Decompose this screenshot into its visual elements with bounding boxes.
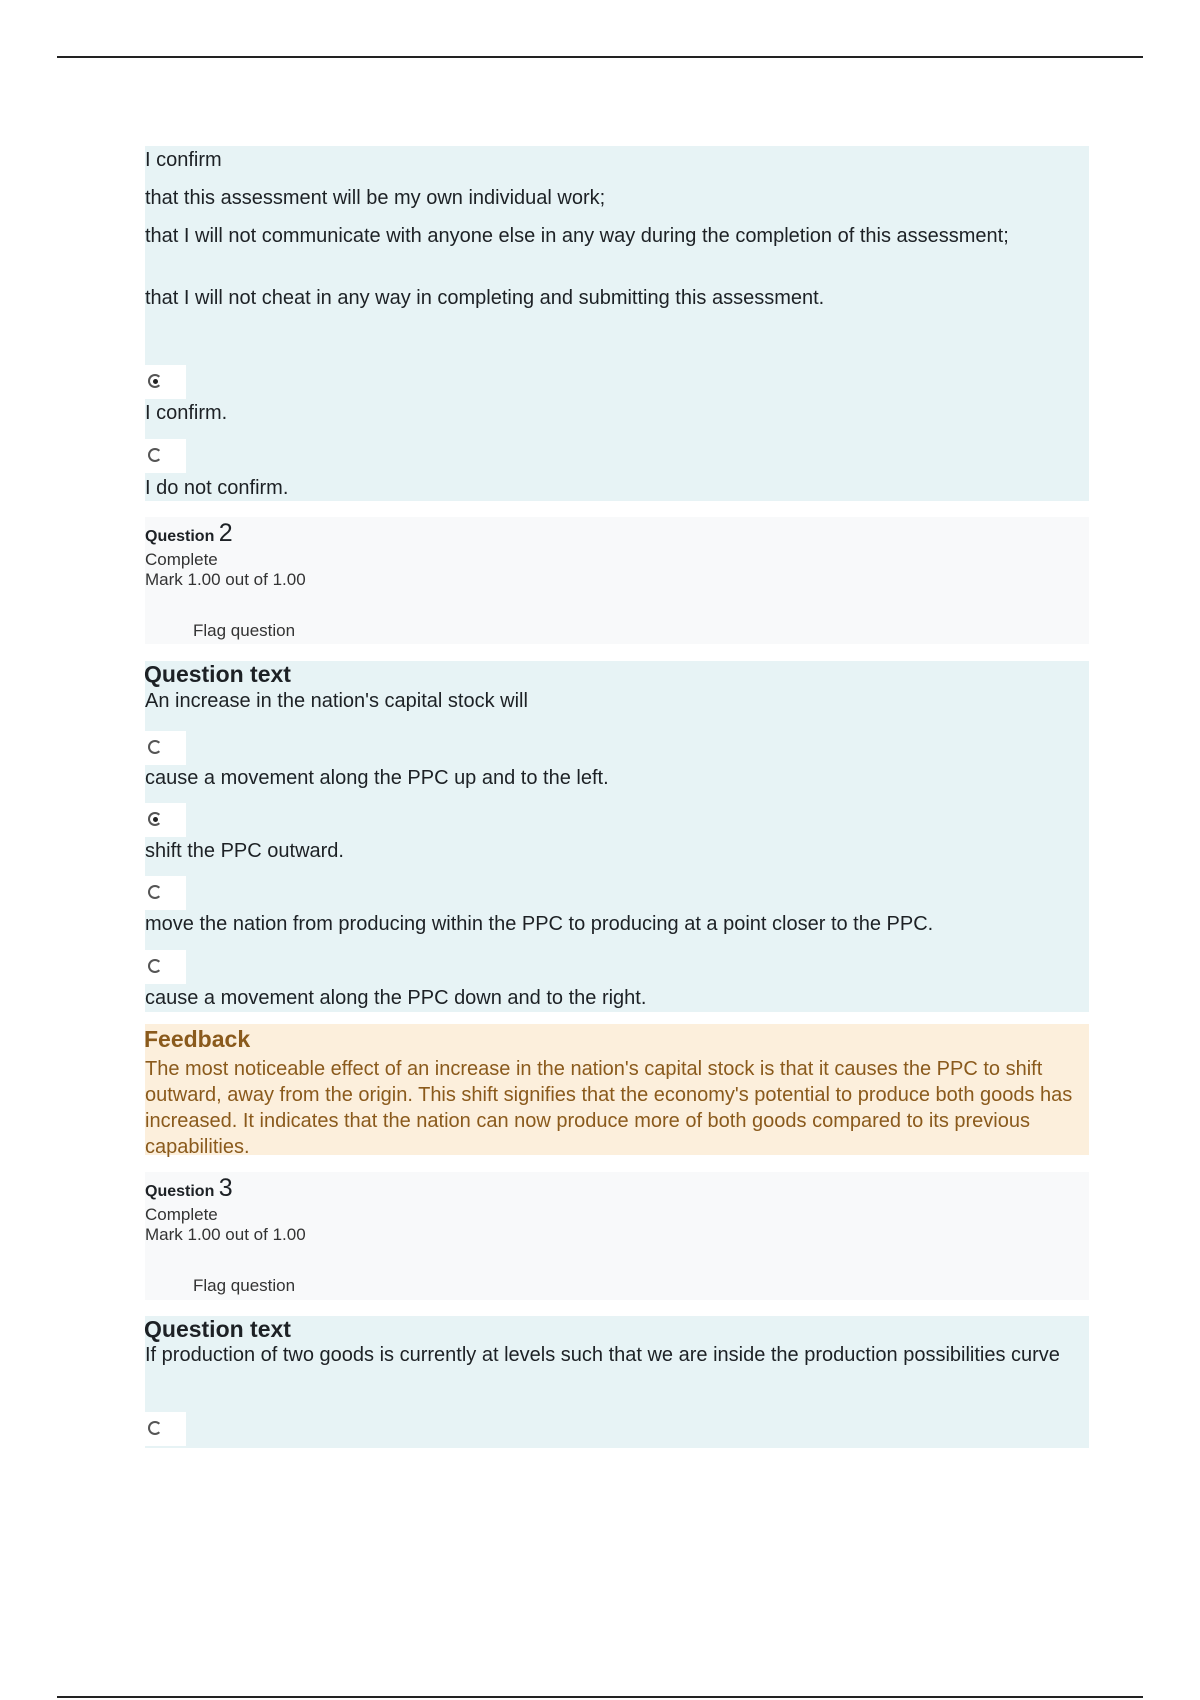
question-2-option-a-label: cause a movement along the PPC up and to the left. — [145, 767, 609, 789]
question-2-feedback — [144, 1024, 1089, 1158]
radio-unchecked-icon — [148, 959, 162, 973]
honor-line-1: that this assessment will be my own individual work; — [145, 187, 606, 209]
question-3-info — [145, 1172, 1089, 1300]
honor-option-confirm-label: I confirm. — [145, 402, 228, 424]
question-3-label: Question 3 — [145, 1174, 233, 1202]
question-2-option-a-radio[interactable] — [145, 731, 186, 765]
question-2-option-b-label: shift the PPC outward. — [145, 840, 344, 862]
feedback-text: The most noticeable effect of an increase in the nation's capital stock is that it causes the PPC to shift outward, away from the origin. This shift signifies that the economy's potential to produce both goods has increased. It indicates that the nation can now produce more of both goods compared to its previous capabilities. — [145, 1058, 1073, 1158]
radio-unchecked-icon — [148, 740, 162, 754]
question-2-option-d-radio[interactable] — [145, 950, 186, 984]
radio-checked-icon — [148, 374, 162, 388]
question-3-text-heading: Question text — [144, 1316, 291, 1342]
page-top-rule — [57, 56, 1143, 58]
question-2-option-d-label: cause a movement along the PPC down and to the right. — [145, 987, 647, 1009]
question-2-option-c-radio[interactable] — [145, 876, 186, 910]
question-3-mark: Mark 1.00 out of 1.00 — [145, 1225, 306, 1244]
question-3-state: Complete — [145, 1205, 218, 1224]
page-bottom-rule — [57, 1696, 1143, 1698]
question-2-label: Question 2 — [145, 519, 233, 547]
honor-line-3: that I will not cheat in any way in completing and submitting this assessment. — [145, 287, 825, 309]
question-2-content — [145, 661, 1089, 1012]
question-2-option-c-label: move the nation from producing within the PPC to producing at a point closer to the PPC. — [145, 913, 934, 935]
question-2-state: Complete — [145, 550, 218, 569]
question-3-content — [145, 1316, 1089, 1448]
question-2-option-b-radio[interactable] — [145, 803, 186, 837]
question-3-flag-button[interactable]: Flag question — [193, 1276, 296, 1295]
honor-heading: I confirm — [145, 149, 222, 171]
question-3-option-a-radio[interactable] — [145, 1412, 186, 1446]
honor-option-confirm-radio[interactable] — [145, 365, 186, 399]
question-2-mark: Mark 1.00 out of 1.00 — [145, 570, 306, 589]
question-2-flag-button[interactable]: Flag question — [193, 621, 296, 640]
honor-statement-block — [145, 146, 1089, 501]
radio-unchecked-icon — [148, 885, 162, 899]
question-2-text-heading: Question text — [144, 661, 291, 687]
question-3-number: 3 — [218, 1174, 233, 1202]
question-2-info — [145, 517, 1089, 644]
question-2-number: 2 — [218, 519, 233, 547]
radio-checked-icon — [148, 812, 162, 826]
honor-option-not-confirm-label: I do not confirm. — [145, 477, 289, 499]
question-3-text: If production of two goods is currently at levels such that we are inside the production possibilities curve — [145, 1344, 1060, 1366]
honor-line-2: that I will not communicate with anyone else in any way during the completion of this assessment; — [145, 225, 1009, 247]
radio-unchecked-icon — [148, 448, 162, 462]
question-2-text: An increase in the nation's capital stock will — [145, 690, 528, 712]
honor-option-not-confirm-radio[interactable] — [145, 439, 186, 473]
radio-unchecked-icon — [148, 1421, 162, 1435]
feedback-heading: Feedback — [144, 1026, 251, 1052]
